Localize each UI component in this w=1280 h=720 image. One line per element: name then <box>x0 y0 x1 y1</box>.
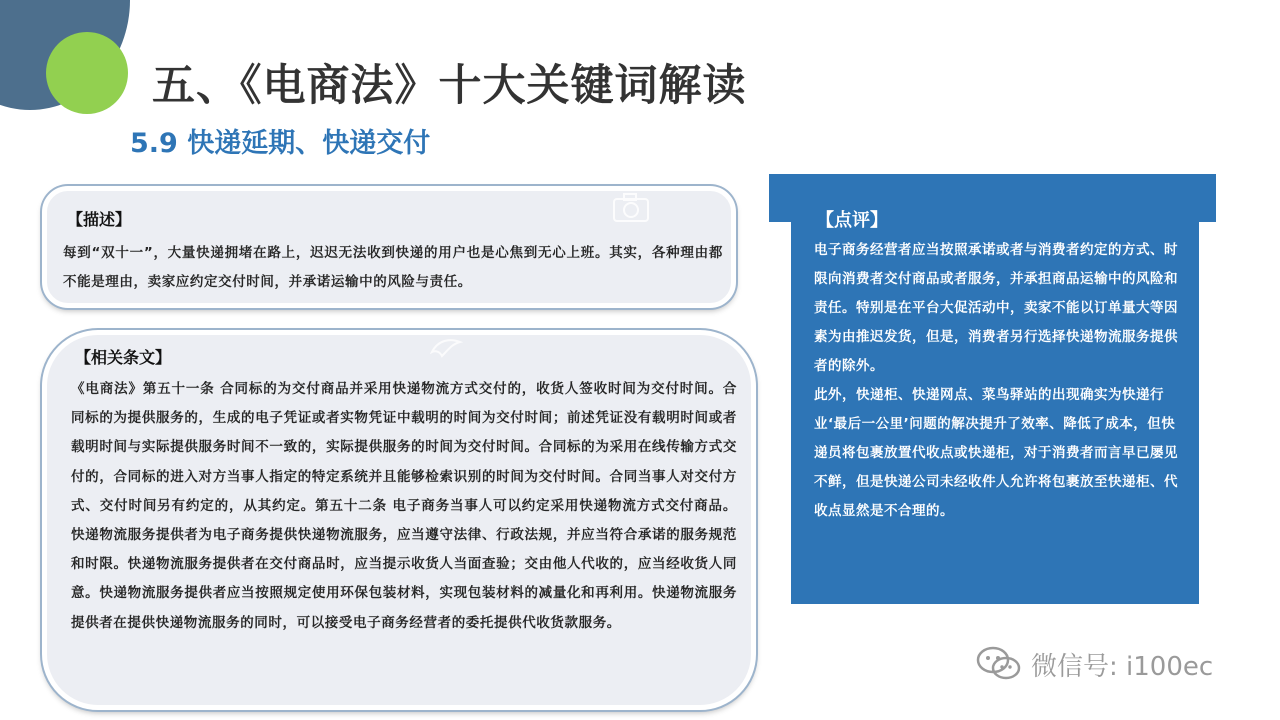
articles-heading: 【相关条文】 <box>75 348 172 367</box>
review-heading: 【点评】 <box>816 210 888 231</box>
wechat-icon <box>975 644 1023 684</box>
review-paragraph-1: 电子商务经营者应当按照承诺或者与消费者约定的方式、时限向消费者交付商品或者服务，并承担商品运输中的风险和责任。特别是在平台大促活动中，卖家不能以订单量大等因素为由推迟发货，但是，消费者另行选择快递物流服务提供者的除外。 <box>814 242 1178 374</box>
description-heading: 【描述】 <box>67 210 132 229</box>
review-text <box>814 236 1184 526</box>
section-subtitle: 5.9 快递延期、快递交付 <box>130 128 431 159</box>
articles-text: 《电商法》第五十一条 合同标的为交付商品并采用快递物流方式交付的，收货人签收时间为交付时间。合同标的为提供服务的，生成的电子凭证或者实物凭证中载明的时间为交付时间；前述凭证没有载明时间或者载明时间与实际提供服务时间不一致的，实际提供服务的时间为交付时间。合同标的为采用在线传输方式交付的，合同标的进入对方当事人指定的特定系统并且能够检索识别的时间为交付时间。合同当事人对交付方式、交付时间另有约定的，从其约定。第五十二条 电子商务当事人可以约定采用快递物流方式交付商品。快递物流服务提供者为电子商务提供快递物流服务，应当遵守法律、行政法规，并应当符合承诺的服务规范和时限。快递物流服务提供者在交付商品时，应当提示收货人当面查验；交由他人代收的，应当经收货人同意。快递物流服务提供者应当按照规定使用环保包装材料，实现包装材料的减量化和再利用。快递物流服务提供者在提供快递物流服务的同时，可以接受电子商务经营者的委托提供代收货款服务。 <box>71 381 737 631</box>
watermark <box>975 644 1213 684</box>
description-text: 每到“双十一”，大量快递拥堵在路上，迟迟无法收到快递的用户也是心焦到无心上班。其实，各种理由都不能是理由，卖家应约定交付时间，并承诺运输中的风险与责任。 <box>63 245 723 290</box>
page-title: 五、《电商法》十大关键词解读 <box>152 61 747 111</box>
bird-icon <box>428 334 464 362</box>
watermark-text: 微信号: i100ec <box>1031 651 1214 682</box>
review-paragraph-2: 此外，快递柜、快递网点、菜鸟驿站的出现确实为快递行业‘最后一公里’问题的解决提升了效率、降低了成本，但快递员将包裹放置代收点或快递柜，对于消费者而言早已屡见不鲜，但是快递公司未经收件人允许将包裹放至快递柜、代收点显然是不合理的。 <box>814 387 1178 519</box>
camera-icon <box>612 192 652 224</box>
articles-box <box>42 330 756 710</box>
decorative-green-circle <box>46 32 128 114</box>
